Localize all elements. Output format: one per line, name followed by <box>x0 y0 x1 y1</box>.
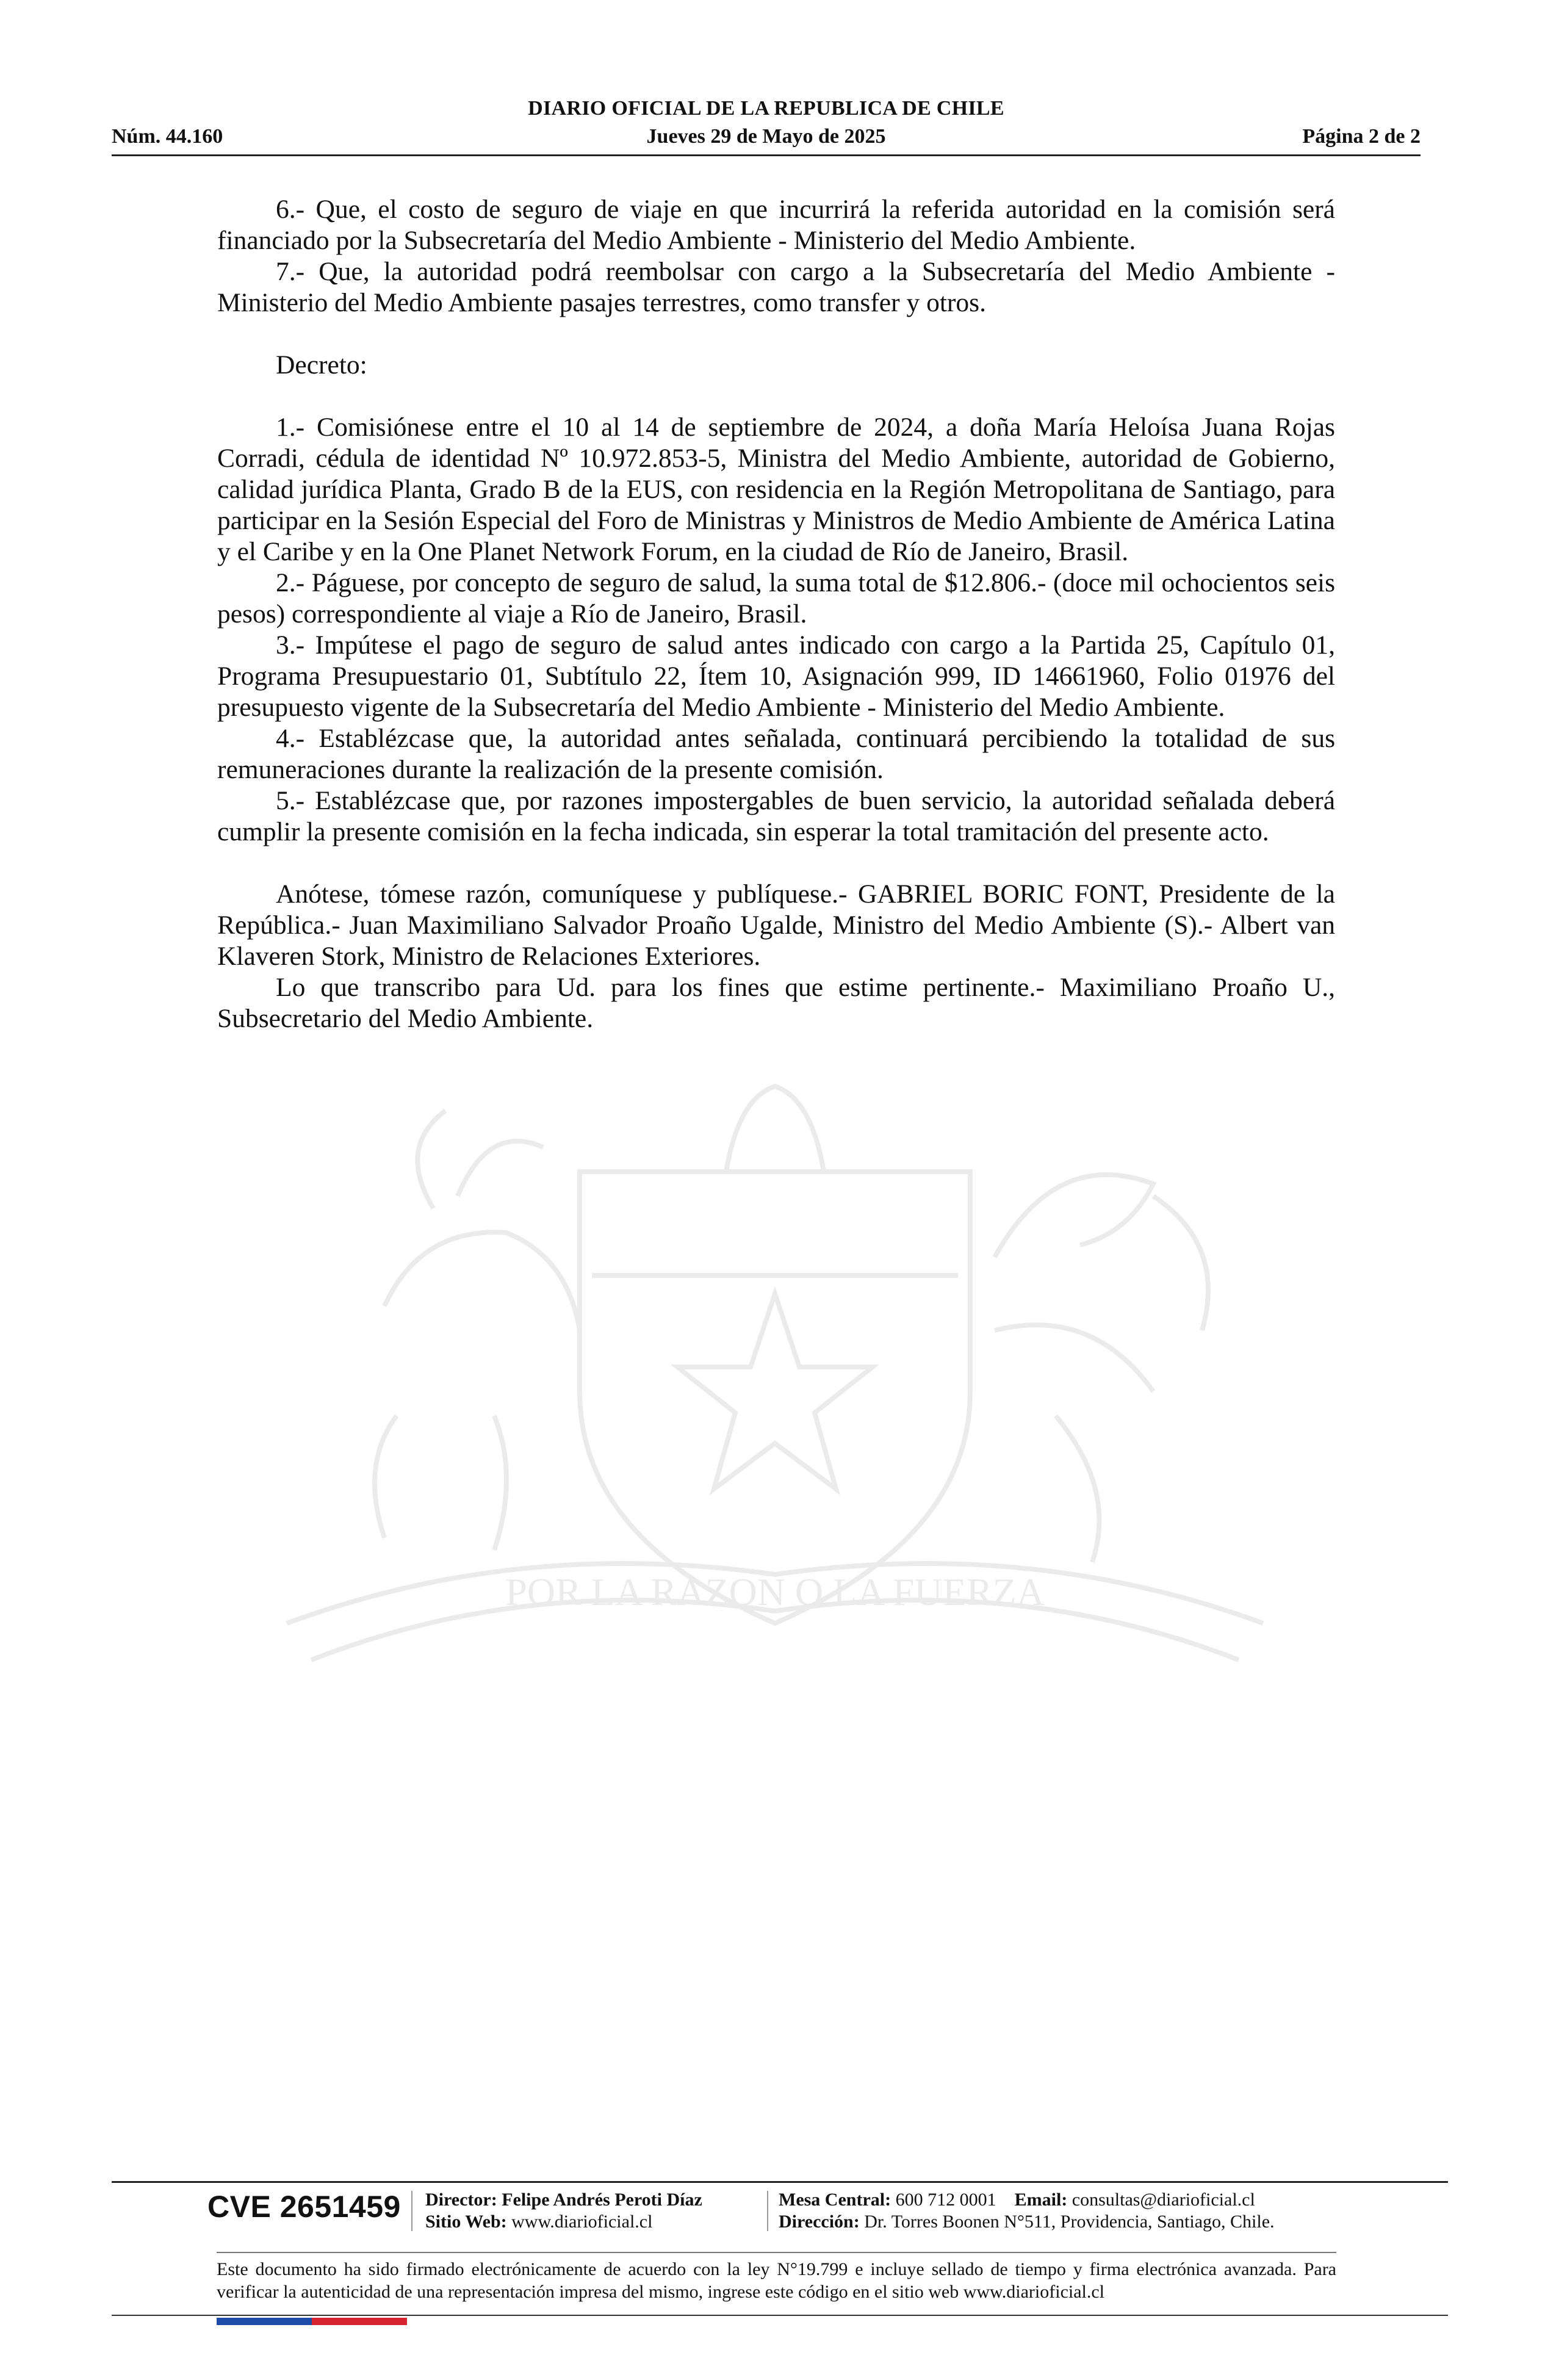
mesa-central-phone: 600 712 0001 <box>895 2190 996 2210</box>
footer-separator <box>411 2191 412 2231</box>
flag-red-segment <box>312 2318 407 2325</box>
article-2: 2.- Páguese, por concepto de seguro de salud, la suma total de $12.806.- (doce mil ochocientos seis pesos) correspondiente al viaje a Río de Janeiro, Brasil. <box>217 568 1335 629</box>
footer-director-block <box>425 2189 702 2233</box>
gazette-title: DIARIO OFICIAL DE LA REPUBLICA DE CHILE <box>528 97 1004 120</box>
coat-of-arms-motto: POR LA RAZON O LA FUERZA <box>505 1570 1045 1614</box>
email-link[interactable]: consultas@diarioficial.cl <box>1072 2190 1255 2210</box>
flag-color-bar <box>217 2318 407 2325</box>
director-label: Director: <box>425 2190 497 2210</box>
transcription-note: Lo que transcribo para Ud. para los fines que estime pertinente.- Maximiliano Proaño U., Subsecretario del Medio Ambiente. <box>217 973 1335 1033</box>
website-link[interactable]: www.diarioficial.cl <box>511 2212 653 2232</box>
email-label: Email: <box>1014 2190 1068 2210</box>
address-label: Dirección: <box>779 2212 860 2232</box>
header-divider <box>112 154 1421 156</box>
issue-number: Núm. 44.160 <box>112 125 223 148</box>
footer-divider-bottom <box>112 2315 1448 2316</box>
footer-divider-middle <box>217 2252 1336 2253</box>
footer-contact-block <box>779 2189 1275 2233</box>
article-3: 3.- Impútese el pago de seguro de salud antes indicado con cargo a la Partida 25, Capítulo 01, Programa Presupuestario 01, Subtítulo 22, Ítem 10, Asignación 999, ID 14661960, Folio 01976 del presupuesto vigente de la Subsecretaría del Medio Ambiente - Ministerio del Medio Ambiente. <box>217 630 1335 722</box>
article-1: 1.- Comisiónese entre el 10 al 14 de septiembre de 2024, a doña María Heloísa Juana Rojas Corradi, cédula de identidad Nº 10.972.853-5, Ministra del Medio Ambiente, autoridad de Gobierno, calidad jurídica Planta, Grado B de la EUS, con residencia en la Región Metropolitana de Santiago, para participar en la Sesión Especial del Foro de Ministras y Ministros de Medio Ambiente de América Latina y el Caribe y en la One Planet Network Forum, en la ciudad de Río de Janeiro, Brasil. <box>217 413 1335 566</box>
flag-blue-segment <box>217 2318 312 2325</box>
page-header <box>112 95 1421 156</box>
decree-body <box>217 194 1335 1034</box>
footer-separator <box>767 2191 768 2231</box>
paragraph-6: 6.- Que, el costo de seguro de viaje en que incurrirá la referida autoridad en la comisión será financiado por la Subsecretaría del Medio Ambiente - Ministerio del Medio Ambiente. <box>217 195 1335 255</box>
closing-signatures: Anótese, tómese razón, comuníquese y publíquese.- GABRIEL BORIC FONT, Presidente de la República.- Juan Maximiliano Salvador Proaño Ugalde, Ministro del Medio Ambiente (S).- Albert van Klaveren Stork, Ministro de Relaciones Exteriores. <box>217 879 1335 971</box>
coat-of-arms-watermark <box>201 1074 1349 1684</box>
mesa-central-label: Mesa Central: <box>779 2190 891 2210</box>
decree-heading: Decreto: <box>276 350 367 380</box>
footer-divider-top <box>112 2181 1448 2183</box>
director-name: Felipe Andrés Peroti Díaz <box>502 2190 702 2210</box>
page-indicator: Página 2 de 2 <box>1302 125 1421 148</box>
address-value: Dr. Torres Boonen N°511, Providencia, Santiago, Chile. <box>864 2212 1275 2232</box>
issue-date: Jueves 29 de Mayo de 2025 <box>646 125 886 148</box>
website-label: Sitio Web: <box>425 2212 507 2232</box>
cve-code: CVE 2651459 <box>207 2190 401 2224</box>
paragraph-7: 7.- Que, la autoridad podrá reembolsar con cargo a la Subsecretaría del Medio Ambiente - Ministerio del Medio Ambiente pasajes terrestres, como transfer y otros. <box>217 257 1335 317</box>
signature-disclaimer: Este documento ha sido firmado electrónicamente de acuerdo con la ley N°19.799 e incluye sellado de tiempo y firma electrónica avanzada. Para verificar la autenticidad de una representación impresa del mismo, ingrese este código en el sitio web www.diarioficial.cl <box>217 2259 1336 2302</box>
article-4: 4.- Establézcase que, la autoridad antes señalada, continuará percibiendo la totalidad de sus remuneraciones durante la realización de la presente comisión. <box>217 724 1335 784</box>
article-5: 5.- Establézcase que, por razones impostergables de buen servicio, la autoridad señalada deberá cumplir la presente comisión en la fecha indicada, sin esperar la total tramitación del presente acto. <box>217 786 1335 846</box>
